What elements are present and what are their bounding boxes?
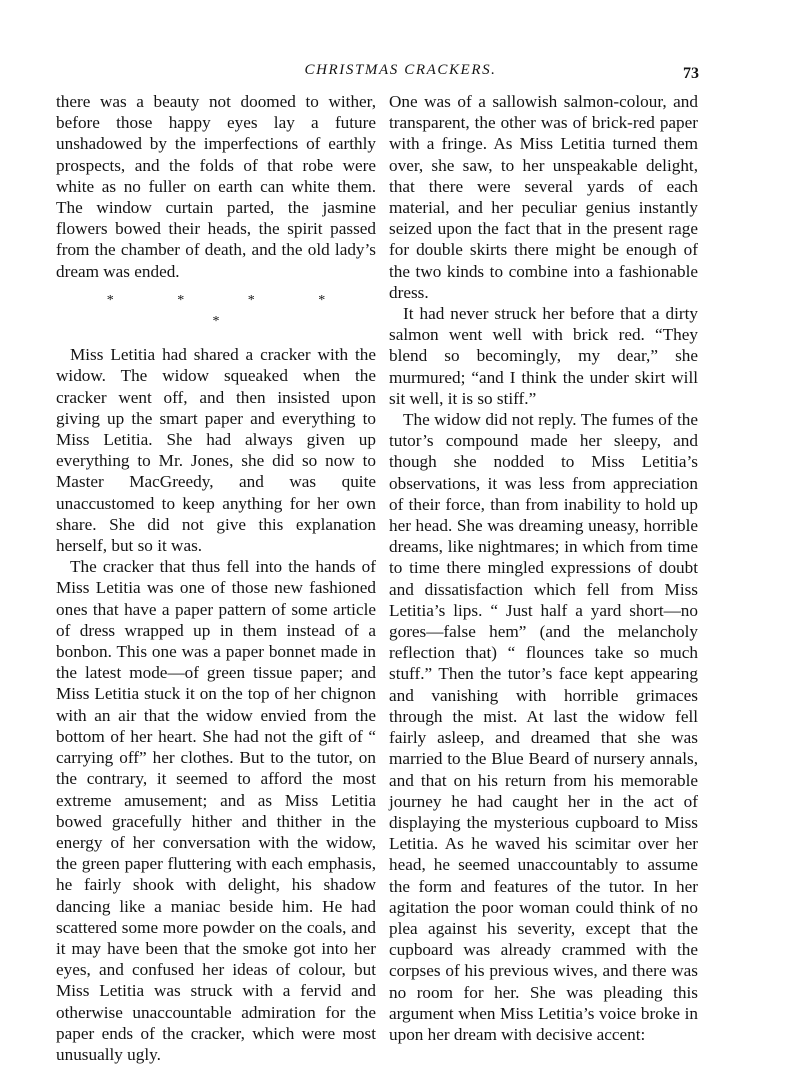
right-paragraph-1: One was of a sallowish salmon-colour, and transparent, the other was of brick-red paper with a fringe. As Miss Letitia turned them over, she saw, to her unspeakable delight, that there were several yards of each material, and her peculiar genius instantly seized upon the fact that in the present rage for double skirts there might be enough of the two kinds to combine into a fashionable dress. <box>389 92 698 302</box>
right-paragraph-3: The widow did not reply. The fumes of the tutor’s compound made her sleepy, and though she nodded to Miss Letitia’s observations, it was less from appreciation of their force, than from inability to hold up her head. She was dreaming uneasy, horrible dreams, like nightmares; in which from time to time there mingled expressions of doubt and dissatisfaction which fell from Miss Letitia’s lips. “ Just half a yard short—no gores—false hem” (and the melancholy reflection that) “ flounces take so much stuff.” Then the tutor’s face kept appearing and vanishing with horrible grimaces through the mist. At last the widow fell fairly asleep, and dreamed that she was married to the Blue Beard of nursery annals, and that on his return from his memorable journey he had caught her in the act of displaying the mysterious cupboard to Miss Letitia. As he waved his scimitar over her head, he seemed unaccountably to assume the form and features of the tutor. In her agitation the poor woman could think of no plea against his severity, except that the cupboard was already crammed with the corpses of his previous wives, and there was no room for her. She was pleading this argument when Miss Letitia’s voice broke in upon her dream with decisive accent: <box>389 410 698 1044</box>
right-paragraph-2: It had never struck her before that a dirty salmon went well with brick red. “They blend so becomingly, my dear,” she murmured; “and I think the under skirt will sit well, it is so stiff.” <box>389 304 698 408</box>
left-paragraph-1: there was a beauty not doomed to wither, before those happy eyes lay a future unshadowed by the imperfections of earthly prospects, and the folds of that robe were white as no fuller on earth can white them. The window curtain parted, the jasmine flowers bowed their heads, the spirit passed from the chamber of death, and the old lady’s dream was ended. <box>56 92 376 281</box>
running-head: CHRISTMAS CRACKERS. <box>304 62 497 78</box>
left-paragraph-3: The cracker that thus fell into the hands of Miss Letitia was one of those new fashioned ones that have a paper pattern of some article of dress wrapped up in them instead of a bonbon. This one was a paper bonnet made in the latest mode—of green tissue paper; and Miss Letitia stuck it on the top of her chignon with an air that the widow envied from the bottom of her heart. She had not the gift of “ carrying off” her clothes. But to the tutor, on the contrary, it seemed to afford the most extreme amusement; and as Miss Letitia bowed gracefully hither and thither in the energy of her conversation with the widow, the green paper fluttering with each emphasis, he fairly shook with delight, his shadow dancing like a maniac beside him. He had scattered some more powder on the coals, and it may have been that the smoke got into her eyes, and confused her ideas of colour, but Miss Letitia was struck with a fervid and otherwise unaccountable admiration for the paper ends of the cracker, which were most unusually ugly. <box>56 557 376 1064</box>
section-separator: * * * * * <box>106 292 356 330</box>
right-column <box>389 91 698 1045</box>
left-column <box>56 91 376 1065</box>
left-paragraph-2: Miss Letitia had shared a cracker with the widow. The widow squeaked when the cracker went off, and then insisted upon giving up the smart paper and everything to Miss Letitia. She had always given up everything to Mr. Jones, she did so now to Master MacGreedy, and was quite unaccustomed to keep anything for her own share. She did not give this explanation herself, but so it was. <box>56 345 376 556</box>
page-number: 73 <box>683 65 699 82</box>
